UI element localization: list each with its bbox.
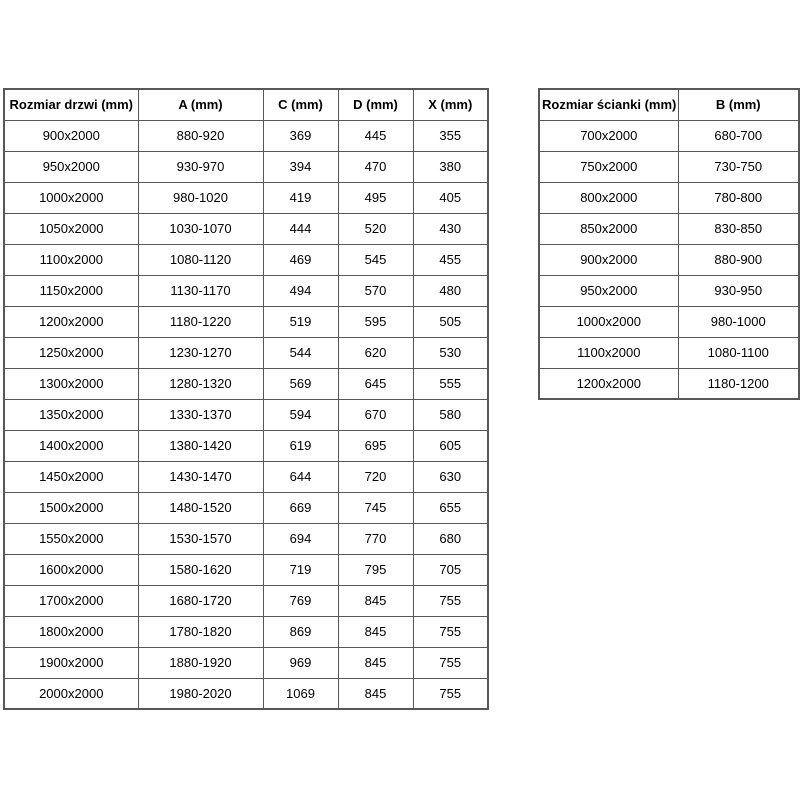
table-row [539,151,799,182]
column-header: Rozmiar ścianki (mm) [539,89,678,120]
cell: 419 [263,182,338,213]
cell: 655 [413,492,488,523]
cell: 595 [338,306,413,337]
column-header: C (mm) [263,89,338,120]
cell: 1080-1120 [138,244,263,275]
cell: 630 [413,461,488,492]
table-row [4,523,488,554]
table-row [4,151,488,182]
cell: 845 [338,616,413,647]
table-row [539,120,799,151]
cell: 750x2000 [539,151,678,182]
cell: 445 [338,120,413,151]
cell: 720 [338,461,413,492]
table-row [4,554,488,585]
cell: 1080-1100 [678,337,799,368]
cell: 880-920 [138,120,263,151]
column-header: A (mm) [138,89,263,120]
cell: 430 [413,213,488,244]
cell: 869 [263,616,338,647]
table-row [4,182,488,213]
table-row [539,182,799,213]
cell: 1030-1070 [138,213,263,244]
cell: 980-1020 [138,182,263,213]
cell: 644 [263,461,338,492]
cell: 495 [338,182,413,213]
cell: 769 [263,585,338,616]
cell: 520 [338,213,413,244]
table-row [4,306,488,337]
table-row [539,275,799,306]
cell: 669 [263,492,338,523]
cell: 580 [413,399,488,430]
cell: 719 [263,554,338,585]
cell: 1430-1470 [138,461,263,492]
cell: 830-850 [678,213,799,244]
cell: 850x2000 [539,213,678,244]
cell: 745 [338,492,413,523]
cell: 795 [338,554,413,585]
table-row [4,275,488,306]
cell: 480 [413,275,488,306]
column-header: B (mm) [678,89,799,120]
cell: 355 [413,120,488,151]
cell: 845 [338,678,413,709]
cell: 605 [413,430,488,461]
cell: 950x2000 [4,151,138,182]
cell: 620 [338,337,413,368]
cell: 670 [338,399,413,430]
cell: 570 [338,275,413,306]
cell: 880-900 [678,244,799,275]
cell: 1280-1320 [138,368,263,399]
header-row [539,89,799,120]
table-row [4,213,488,244]
cell: 1200x2000 [539,368,678,399]
table-row [539,337,799,368]
cell: 469 [263,244,338,275]
cell: 730-750 [678,151,799,182]
table-row [4,368,488,399]
table-row [4,616,488,647]
cell: 1400x2000 [4,430,138,461]
cell: 544 [263,337,338,368]
cell: 755 [413,585,488,616]
table-row [4,244,488,275]
cell: 969 [263,647,338,678]
cell: 1350x2000 [4,399,138,430]
table-row [539,306,799,337]
cell: 930-950 [678,275,799,306]
cell: 1050x2000 [4,213,138,244]
cell: 2000x2000 [4,678,138,709]
cell: 1480-1520 [138,492,263,523]
cell: 700x2000 [539,120,678,151]
cell: 705 [413,554,488,585]
cell: 1550x2000 [4,523,138,554]
cell: 1800x2000 [4,616,138,647]
column-header: X (mm) [413,89,488,120]
cell: 980-1000 [678,306,799,337]
table-row [4,492,488,523]
door-sizes-table [3,88,489,710]
cell: 369 [263,120,338,151]
cell: 1100x2000 [539,337,678,368]
cell: 1450x2000 [4,461,138,492]
table-row [4,585,488,616]
cell: 530 [413,337,488,368]
cell: 1180-1220 [138,306,263,337]
cell: 569 [263,368,338,399]
cell: 555 [413,368,488,399]
cell: 1250x2000 [4,337,138,368]
cell: 1700x2000 [4,585,138,616]
cell: 1380-1420 [138,430,263,461]
cell: 619 [263,430,338,461]
cell: 845 [338,585,413,616]
cell: 380 [413,151,488,182]
cell: 1100x2000 [4,244,138,275]
table-row [4,647,488,678]
cell: 900x2000 [539,244,678,275]
cell: 1680-1720 [138,585,263,616]
cell: 1000x2000 [4,182,138,213]
cell: 1780-1820 [138,616,263,647]
cell: 1980-2020 [138,678,263,709]
cell: 1200x2000 [4,306,138,337]
cell: 1180-1200 [678,368,799,399]
cell: 1150x2000 [4,275,138,306]
cell: 680 [413,523,488,554]
cell: 594 [263,399,338,430]
table-row [4,399,488,430]
cell: 494 [263,275,338,306]
cell: 900x2000 [4,120,138,151]
cell: 930-970 [138,151,263,182]
cell: 800x2000 [539,182,678,213]
wall-panel-sizes-table [538,88,800,400]
table-row [4,337,488,368]
table-row [4,430,488,461]
column-header: Rozmiar drzwi (mm) [4,89,138,120]
cell: 394 [263,151,338,182]
cell: 755 [413,647,488,678]
cell: 1069 [263,678,338,709]
cell: 545 [338,244,413,275]
cell: 950x2000 [539,275,678,306]
table-row [4,120,488,151]
cell: 755 [413,616,488,647]
table-row [539,213,799,244]
cell: 1880-1920 [138,647,263,678]
cell: 1300x2000 [4,368,138,399]
cell: 1530-1570 [138,523,263,554]
header-row [4,89,488,120]
table-row [539,368,799,399]
cell: 1000x2000 [539,306,678,337]
cell: 780-800 [678,182,799,213]
column-header: D (mm) [338,89,413,120]
cell: 470 [338,151,413,182]
cell: 1900x2000 [4,647,138,678]
table-row [4,678,488,709]
cell: 755 [413,678,488,709]
cell: 444 [263,213,338,244]
cell: 1230-1270 [138,337,263,368]
cell: 680-700 [678,120,799,151]
table-row [4,461,488,492]
cell: 455 [413,244,488,275]
cell: 1600x2000 [4,554,138,585]
cell: 845 [338,647,413,678]
cell: 695 [338,430,413,461]
cell: 505 [413,306,488,337]
cell: 1330-1370 [138,399,263,430]
cell: 694 [263,523,338,554]
cell: 519 [263,306,338,337]
cell: 1580-1620 [138,554,263,585]
cell: 770 [338,523,413,554]
table-row [539,244,799,275]
cell: 1130-1170 [138,275,263,306]
cell: 405 [413,182,488,213]
cell: 1500x2000 [4,492,138,523]
cell: 645 [338,368,413,399]
